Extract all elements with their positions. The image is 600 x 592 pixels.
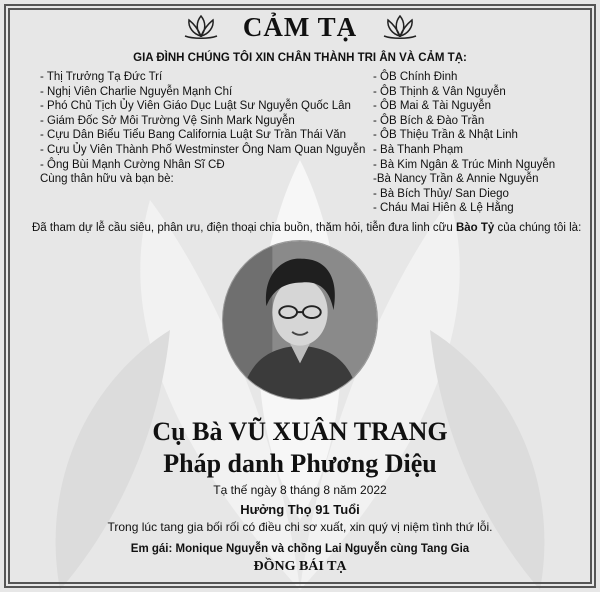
relation-label: Bào Tỷ: [455, 222, 495, 234]
dignitaries-list: [40, 70, 365, 187]
list-item: - Thị Trưởng Tạ Đức Trí: [40, 71, 163, 83]
list-item: - Bà Thanh Phạm: [373, 143, 463, 156]
portrait-photo: [222, 240, 378, 400]
list-item: - ÔB Thịnh & Vân Nguyễn: [373, 85, 506, 98]
family-signature: Em gái: Monique Nguyễn và chồng Lai Nguyễn cùng Tang Gia: [130, 543, 470, 555]
dharma-name: Pháp danh Phương Diệu: [163, 449, 437, 478]
list-item: Cùng thân hữu và bạn bè:: [40, 173, 174, 186]
list-item: - Giám Đốc Sở Môi Trường Vệ Sinh Mark Nguyễn: [40, 114, 295, 127]
list-item: -Bà Nancy Trần & Annie Nguyễn: [373, 173, 539, 186]
list-item: - Cựu Ủy Viên Thành Phố Westminster Ông Nam Quan Nguyễn: [40, 143, 366, 156]
deceased-name: Cụ Bà VŨ XUÂN TRANG: [152, 417, 448, 446]
lotus-icon: [380, 14, 420, 40]
list-item: - ÔB Chính Đinh: [373, 71, 458, 83]
list-item: - Nghị Viên Charlie Nguyễn Mạnh Chí: [40, 85, 233, 98]
list-item: - Bà Bích Thủy/ San Diego: [373, 187, 509, 200]
apology-note: Trong lúc tang gia bối rối có điều chi sơ xuất, xin quý vị niệm tình thứ lỗi.: [107, 520, 493, 534]
intro-text: Đã tham dự lễ cầu siêu, phân ưu, điện thoại chia buồn, thăm hỏi, tiễn đưa linh cữu: [32, 222, 456, 234]
list-item: - ÔB Bích & Đào Trần: [373, 114, 485, 127]
list-item: - Bà Kim Ngân & Trúc Minh Nguyễn: [373, 158, 556, 171]
list-item: - Phó Chủ Tịch Ủy Viên Giáo Dục Luật Sư Nguyễn Quốc Lân: [40, 100, 351, 113]
friends-list: [373, 70, 555, 216]
attendance-statement: [32, 222, 582, 234]
list-item: - ÔB Mai & Tài Nguyễn: [373, 100, 492, 113]
thanks-heading: GIA ĐÌNH CHÚNG TÔI XIN CHÂN THÀNH TRI ÂN VÀ CẢM TẠ:: [133, 52, 467, 64]
death-date: Tạ thế ngày 8 tháng 8 năm 2022: [213, 483, 387, 497]
list-item: - ÔB Thiệu Trần & Nhật Linh: [373, 129, 518, 142]
age-at-death: Hưởng Thọ 91 Tuổi: [240, 502, 360, 517]
notice-title: CẢM TẠ: [242, 12, 358, 42]
closing-salutation: ĐỒNG BÁI TẠ: [253, 559, 347, 574]
portrait-illustration: [223, 241, 377, 399]
intro-text-end: của chúng tôi là:: [494, 222, 582, 234]
list-item: - Cựu Dân Biểu Tiểu Bang California Luật Sư Trần Thái Văn: [40, 129, 347, 142]
list-item: - Ông Bùi Mạnh Cường Nhân Sĩ CĐ: [40, 158, 225, 171]
list-item: - Cháu Mai Hiên & Lệ Hằng: [373, 202, 514, 215]
